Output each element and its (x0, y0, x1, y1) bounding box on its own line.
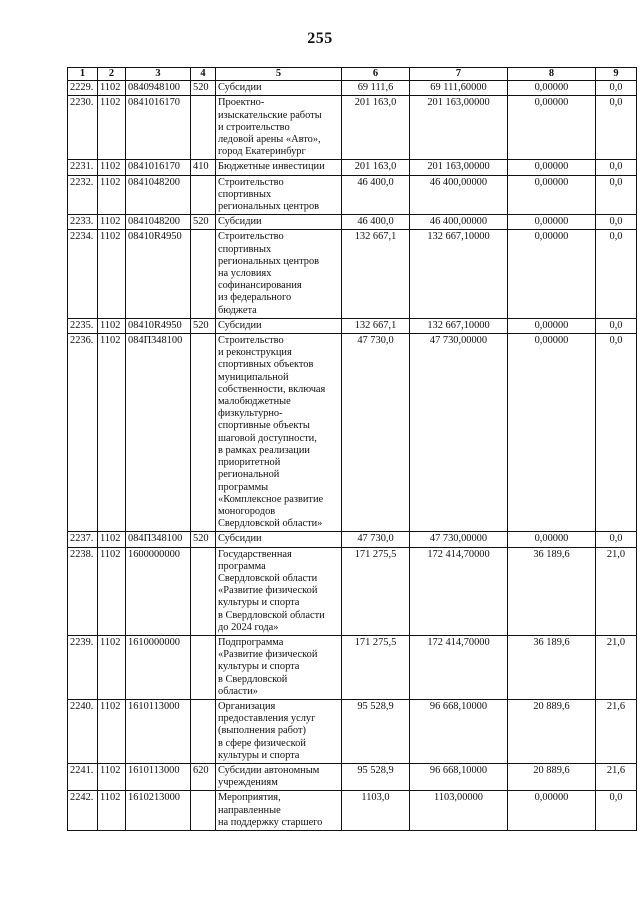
row-number-cell: 2235. (68, 318, 98, 333)
percent-cell: 0,0 (596, 215, 637, 230)
section-code-cell: 1102 (98, 215, 126, 230)
percent-cell: 0,0 (596, 96, 637, 160)
section-code-cell: 1102 (98, 160, 126, 175)
amount-precise-cell: 172 414,70000 (410, 547, 508, 635)
amount-precise-cell: 46 400,00000 (410, 175, 508, 215)
section-code-cell: 1102 (98, 635, 126, 699)
expense-type-cell (191, 175, 216, 215)
description-cell: Проектно- изыскательские работы и строительство ледовой арены «Авто», город Екатеринбург (216, 96, 342, 160)
target-article-cell: 1610113000 (126, 763, 191, 790)
description-cell: Государственная программа Свердловской области «Развитие физической культуры и спорта в Свердловской области до 2024 года» (216, 547, 342, 635)
section-code-cell: 1102 (98, 81, 126, 96)
executed-cell: 36 189,6 (508, 635, 596, 699)
section-code-cell: 1102 (98, 175, 126, 215)
header-cell: 2 (98, 68, 126, 81)
table-row (68, 699, 637, 763)
description-cell: Организация предоставления услуг (выполнения работ) в сфере физической культуры и спорта (216, 699, 342, 763)
amount-cell: 95 528,9 (342, 699, 410, 763)
executed-cell: 0,00000 (508, 160, 596, 175)
page-number: 255 (307, 30, 333, 47)
amount-precise-cell: 132 667,10000 (410, 230, 508, 318)
target-article-cell: 08410R4950 (126, 318, 191, 333)
executed-cell: 0,00000 (508, 532, 596, 547)
executed-cell: 20 889,6 (508, 699, 596, 763)
executed-cell: 20 889,6 (508, 763, 596, 790)
expense-type-cell (191, 791, 216, 831)
target-article-cell: 1610113000 (126, 699, 191, 763)
section-code-cell: 1102 (98, 791, 126, 831)
expense-type-cell (191, 96, 216, 160)
table-row (68, 160, 637, 175)
percent-cell: 0,0 (596, 81, 637, 96)
description-cell: Строительство спортивных региональных центров (216, 175, 342, 215)
header-cell: 6 (342, 68, 410, 81)
percent-cell: 0,0 (596, 175, 637, 215)
header-cell: 1 (68, 68, 98, 81)
amount-precise-cell: 201 163,00000 (410, 160, 508, 175)
target-article-cell: 1610213000 (126, 791, 191, 831)
description-cell: Строительство и реконструкция спортивных объектов муниципальной собственности, включая малобюджетные физкультурно- спортивные объекты шаговой доступности, в рамках реализации приоритетной региональной программы «Комплексное развитие моногородов Свердловской области» (216, 334, 342, 532)
header-cell: 9 (596, 68, 637, 81)
section-code-cell: 1102 (98, 96, 126, 160)
executed-cell: 0,00000 (508, 318, 596, 333)
amount-cell: 1103,0 (342, 791, 410, 831)
amount-cell: 69 111,6 (342, 81, 410, 96)
amount-cell: 171 275,5 (342, 635, 410, 699)
executed-cell: 0,00000 (508, 334, 596, 532)
description-cell: Субсидии (216, 215, 342, 230)
section-code-cell: 1102 (98, 547, 126, 635)
target-article-cell: 0841048200 (126, 175, 191, 215)
row-number-cell: 2229. (68, 81, 98, 96)
row-number-cell: 2232. (68, 175, 98, 215)
percent-cell: 21,0 (596, 547, 637, 635)
header-cell: 7 (410, 68, 508, 81)
section-code-cell: 1102 (98, 532, 126, 547)
table-row (68, 175, 637, 215)
target-article-cell: 084П348100 (126, 334, 191, 532)
table-row (68, 763, 637, 790)
amount-cell: 46 400,0 (342, 175, 410, 215)
section-code-cell: 1102 (98, 699, 126, 763)
row-number-cell: 2241. (68, 763, 98, 790)
budget-table (67, 67, 637, 831)
section-code-cell: 1102 (98, 334, 126, 532)
expense-type-cell: 620 (191, 763, 216, 790)
header-cell: 5 (216, 68, 342, 81)
table-row (68, 532, 637, 547)
amount-cell: 46 400,0 (342, 215, 410, 230)
description-cell: Субсидии (216, 318, 342, 333)
description-cell: Мероприятия, направленные на поддержку старшего (216, 791, 342, 831)
executed-cell: 36 189,6 (508, 547, 596, 635)
header-cell: 4 (191, 68, 216, 81)
expense-type-cell: 520 (191, 318, 216, 333)
percent-cell: 0,0 (596, 160, 637, 175)
expense-type-cell: 410 (191, 160, 216, 175)
header-cell: 8 (508, 68, 596, 81)
row-number-cell: 2242. (68, 791, 98, 831)
percent-cell: 0,0 (596, 532, 637, 547)
target-article-cell: 1610000000 (126, 635, 191, 699)
amount-cell: 201 163,0 (342, 96, 410, 160)
table-row (68, 96, 637, 160)
amount-cell: 47 730,0 (342, 532, 410, 547)
description-cell: Подпрограмма «Развитие физической культуры и спорта в Свердловской области» (216, 635, 342, 699)
amount-precise-cell: 69 111,60000 (410, 81, 508, 96)
expense-type-cell (191, 699, 216, 763)
description-cell: Субсидии (216, 532, 342, 547)
executed-cell: 0,00000 (508, 81, 596, 96)
executed-cell: 0,00000 (508, 230, 596, 318)
executed-cell: 0,00000 (508, 96, 596, 160)
percent-cell: 0,0 (596, 230, 637, 318)
description-cell: Бюджетные инвестиции (216, 160, 342, 175)
amount-cell: 201 163,0 (342, 160, 410, 175)
table-row (68, 635, 637, 699)
expense-type-cell: 520 (191, 81, 216, 96)
amount-precise-cell: 201 163,00000 (410, 96, 508, 160)
row-number-cell: 2231. (68, 160, 98, 175)
percent-cell: 21,6 (596, 699, 637, 763)
percent-cell: 0,0 (596, 318, 637, 333)
expense-type-cell: 520 (191, 532, 216, 547)
target-article-cell: 0841016170 (126, 160, 191, 175)
expense-type-cell (191, 635, 216, 699)
section-code-cell: 1102 (98, 318, 126, 333)
amount-precise-cell: 172 414,70000 (410, 635, 508, 699)
table-row (68, 230, 637, 318)
executed-cell: 0,00000 (508, 175, 596, 215)
amount-cell: 132 667,1 (342, 230, 410, 318)
description-cell: Субсидии (216, 81, 342, 96)
row-number-cell: 2237. (68, 532, 98, 547)
percent-cell: 0,0 (596, 334, 637, 532)
amount-precise-cell: 96 668,10000 (410, 699, 508, 763)
amount-precise-cell: 47 730,00000 (410, 334, 508, 532)
section-code-cell: 1102 (98, 763, 126, 790)
percent-cell: 21,0 (596, 635, 637, 699)
description-cell: Строительство спортивных региональных центров на условиях софинансирования из федерального бюджета (216, 230, 342, 318)
amount-cell: 132 667,1 (342, 318, 410, 333)
table-row (68, 334, 637, 532)
executed-cell: 0,00000 (508, 791, 596, 831)
percent-cell: 21,6 (596, 763, 637, 790)
target-article-cell: 084П348100 (126, 532, 191, 547)
target-article-cell: 0841048200 (126, 215, 191, 230)
table-header-row (68, 68, 637, 81)
expense-type-cell (191, 547, 216, 635)
amount-cell: 95 528,9 (342, 763, 410, 790)
row-number-cell: 2234. (68, 230, 98, 318)
section-code-cell: 1102 (98, 230, 126, 318)
expense-type-cell: 520 (191, 215, 216, 230)
table-row (68, 81, 637, 96)
amount-precise-cell: 46 400,00000 (410, 215, 508, 230)
executed-cell: 0,00000 (508, 215, 596, 230)
row-number-cell: 2239. (68, 635, 98, 699)
description-cell: Субсидии автономным учреждениям (216, 763, 342, 790)
percent-cell: 0,0 (596, 791, 637, 831)
row-number-cell: 2233. (68, 215, 98, 230)
amount-cell: 47 730,0 (342, 334, 410, 532)
row-number-cell: 2238. (68, 547, 98, 635)
amount-precise-cell: 132 667,10000 (410, 318, 508, 333)
expense-type-cell (191, 334, 216, 532)
target-article-cell: 08410R4950 (126, 230, 191, 318)
expense-type-cell (191, 230, 216, 318)
amount-precise-cell: 96 668,10000 (410, 763, 508, 790)
target-article-cell: 1600000000 (126, 547, 191, 635)
row-number-cell: 2230. (68, 96, 98, 160)
header-cell: 3 (126, 68, 191, 81)
table-row (68, 215, 637, 230)
target-article-cell: 0840948100 (126, 81, 191, 96)
table-row (68, 318, 637, 333)
table-row (68, 791, 637, 831)
target-article-cell: 0841016170 (126, 96, 191, 160)
amount-precise-cell: 1103,00000 (410, 791, 508, 831)
table-row (68, 547, 637, 635)
amount-cell: 171 275,5 (342, 547, 410, 635)
amount-precise-cell: 47 730,00000 (410, 532, 508, 547)
row-number-cell: 2240. (68, 699, 98, 763)
row-number-cell: 2236. (68, 334, 98, 532)
